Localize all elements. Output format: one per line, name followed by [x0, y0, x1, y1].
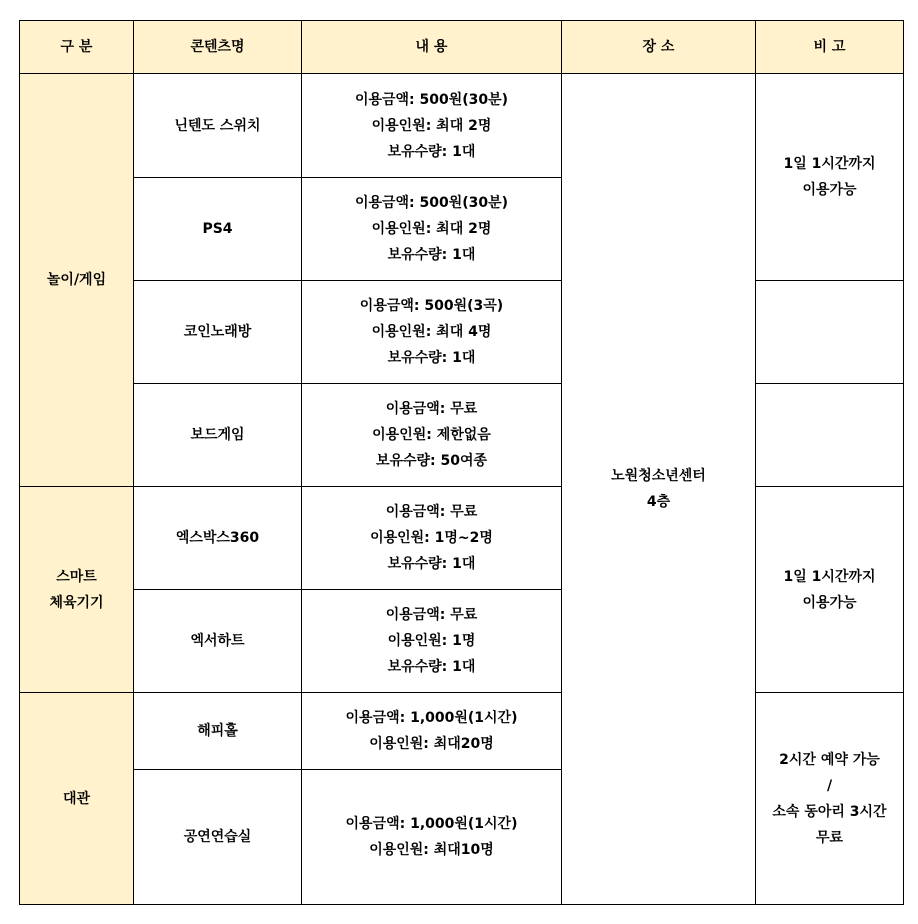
detail-line: 보유수량: 1대	[387, 143, 476, 160]
header-location: 장 소	[562, 21, 756, 74]
content-name-cell: 해피홀	[134, 693, 302, 770]
location-line: 노원청소년센터	[611, 468, 706, 484]
detail-line: 이용인원: 1명	[387, 633, 476, 649]
detail-line: 보유수량: 1대	[387, 556, 476, 572]
content-name-cell: 닌텐도 스위치	[134, 74, 302, 178]
detail-line: 이용인원: 최대 4명	[371, 324, 492, 340]
notes-cell-empty	[756, 281, 904, 384]
header-content-name: 콘텐츠명	[134, 21, 302, 74]
category-label: 체육기기	[49, 594, 104, 611]
table-row	[20, 487, 904, 590]
content-name-cell: 엑서하트	[134, 590, 302, 693]
location-cell	[562, 74, 756, 905]
details-cell	[302, 487, 562, 590]
detail-line: 이용인원: 1명~2명	[370, 530, 493, 546]
header-details: 내 용	[302, 21, 562, 74]
header-category: 구 분	[20, 21, 134, 74]
details-cell	[302, 590, 562, 693]
note-line: 무료	[815, 829, 844, 846]
detail-line: 보유수량: 50여종	[375, 453, 488, 469]
header-notes: 비 고	[756, 21, 904, 74]
table-row	[20, 74, 904, 178]
content-name-cell: 공연연습실	[134, 770, 302, 905]
detail-line: 이용인원: 최대 2명	[371, 221, 492, 237]
detail-line: 이용금액: 1,000원(1시간)	[345, 710, 518, 726]
note-line: 이용가능	[802, 594, 857, 611]
detail-line: 보유수량: 1대	[387, 659, 476, 675]
content-name-cell: PS4	[134, 178, 302, 281]
note-line: 2시간 예약 가능	[779, 751, 880, 768]
detail-line: 이용인원: 최대10명	[369, 842, 494, 858]
content-name-cell: 보드게임	[134, 384, 302, 487]
note-line: 1일 1시간까지	[783, 156, 876, 172]
details-cell	[302, 384, 562, 487]
detail-line: 이용금액: 500원(30분)	[354, 91, 509, 108]
details-cell	[302, 693, 562, 770]
table-row	[20, 281, 904, 384]
note-line: 소속 동아리 3시간	[772, 803, 887, 820]
category-label: 놀이/게임	[46, 272, 107, 288]
detail-line: 이용금액: 무료	[385, 607, 478, 623]
content-name-cell: 엑스박스360	[134, 487, 302, 590]
location-line: 4층	[646, 494, 671, 510]
category-label: 스마트	[56, 568, 97, 585]
notes-cell-games	[756, 74, 904, 281]
note-line: /	[826, 777, 833, 794]
detail-line: 이용금액: 500원(3곡)	[359, 298, 504, 314]
notes-cell-rental	[756, 693, 904, 905]
details-cell	[302, 770, 562, 905]
category-rental	[20, 693, 134, 905]
header-row	[20, 21, 904, 74]
category-play-game	[20, 74, 134, 487]
table-row	[20, 384, 904, 487]
note-line: 1일 1시간까지	[783, 568, 876, 585]
details-cell	[302, 74, 562, 178]
detail-line: 보유수량: 1대	[387, 350, 476, 366]
detail-line: 이용금액: 무료	[385, 401, 478, 417]
detail-line: 이용인원: 제한없음	[372, 427, 491, 443]
detail-line: 이용인원: 최대20명	[369, 736, 494, 752]
details-cell	[302, 178, 562, 281]
category-label: 대관	[62, 790, 91, 807]
detail-line: 이용금액: 무료	[385, 504, 478, 520]
details-cell	[302, 281, 562, 384]
note-line: 이용가능	[802, 182, 857, 198]
notes-cell-smart	[756, 487, 904, 693]
category-smart-fitness	[20, 487, 134, 693]
facility-table	[19, 20, 904, 905]
detail-line: 이용금액: 1,000원(1시간)	[345, 816, 518, 832]
table-row	[20, 693, 904, 770]
detail-line: 이용금액: 500원(30분)	[354, 195, 509, 211]
detail-line: 보유수량: 1대	[387, 247, 476, 263]
notes-cell-empty	[756, 384, 904, 487]
content-name-cell: 코인노래방	[134, 281, 302, 384]
detail-line: 이용인원: 최대 2명	[371, 117, 492, 134]
